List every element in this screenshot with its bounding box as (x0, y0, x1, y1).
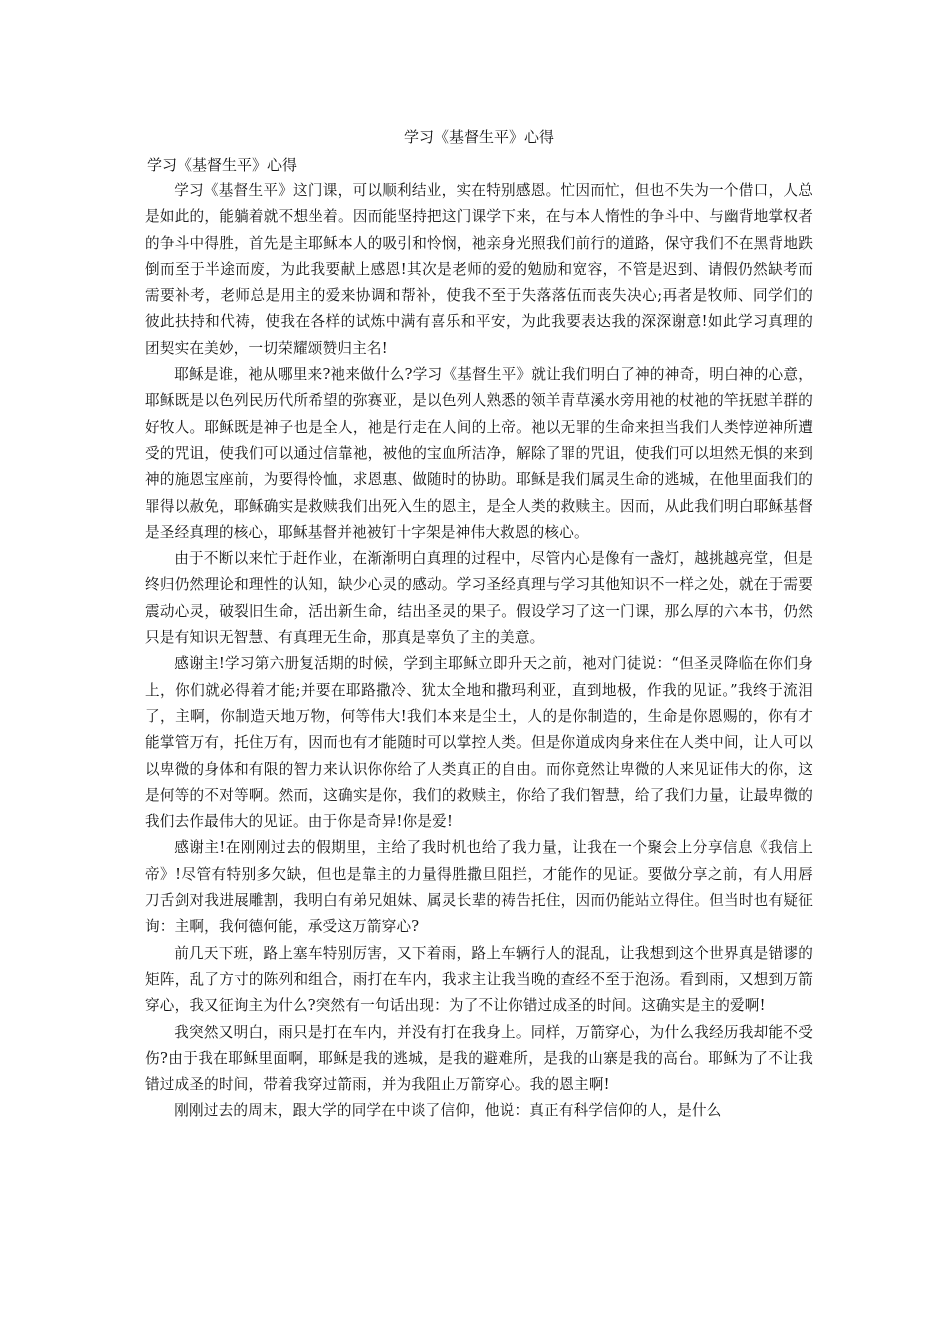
paragraph: 前几天下班，路上塞车特别厉害，又下着雨，路上车辆行人的混乱，让我想到这个世界真是错谬的矩阵，乱了方寸的陈列和组合，雨打在车内，我求主让我当晚的查经不至于泡汤。看到雨，又想到万箭穿心，我又征询主为什么?突然有一句话出现：为了不让你错过成圣的时间。这确实是主的爱啊! (145, 944, 813, 1015)
document-page (145, 124, 813, 1125)
paragraph: 感谢主!学习第六册复活期的时候，学到主耶稣立即升天之前，祂对门徒说：“但圣灵降临在你们身上，你们就必得着才能;并要在耶路撒冷、犹太全地和撒玛利亚，直到地极，作我的见证。”我终于流泪了，主啊，你制造天地万物，何等伟大!我们本来是尘土，人的是你制造的，生命是你恩赐的，你有才能掌管万有，托住万有，因而也有才能随时可以掌控人类。但是你道成肉身来住在人类中间，让人可以以卑微的身体和有限的智力来认识你你给了人类真正的自由。而你竟然让卑微的人来见证伟大的你，这是何等的不对等啊。然而，这确实是你，我们的救赎主，你给了我们智慧，给了我们力量，让最卑微的我们去作最伟大的见证。由于你是奇异!你是爱! (145, 655, 813, 831)
document-subtitle: 学习《基督生平》心得 (147, 156, 298, 174)
document-title: 学习《基督生平》心得 (403, 128, 554, 146)
paragraph: 刚刚过去的周末，跟大学的同学在中谈了信仰，他说：真正有科学信仰的人，是什么 (174, 1102, 722, 1120)
paragraph: 由于不断以来忙于赶作业，在渐渐明白真理的过程中，尽管内心是像有一盏灯，越挑越亮堂，但是终归仍然理论和理性的认知，缺少心灵的感动。学习圣经真理与学习其他知识不一样之处，就在于需要震动心灵，破裂旧生命，活出新生命，结出圣灵的果子。假设学习了这一门课，那么厚的六本书，仍然只是有知识无智慧、有真理无生命，那真是辜负了主的美意。 (145, 550, 813, 647)
paragraph: 我突然又明白，雨只是打在车内，并没有打在我身上。同样，万箭穿心，为什么我经历我却能不受伤?由于我在耶稣里面啊，耶稣是我的逃城，是我的避难所，是我的山寨是我的高台。耶稣为了不让我错过成圣的时间，带着我穿过箭雨，并为我阻止万箭穿心。我的恩主啊! (145, 1023, 813, 1094)
paragraph: 感谢主!在刚刚过去的假期里，主给了我时机也给了我力量，让我在一个聚会上分享信息《我信上帝》!尽管有特别多欠缺，但也是靠主的力量得胜撒旦阻拦，才能作的见证。要做分享之前，有人用唇刀舌剑对我进展雕割，我明白有弟兄姐妹、属灵长辈的祷告托住，因而仍能站立得住。但当时也有疑征询：主啊，我何德何能，承受这万箭穿心? (145, 839, 813, 936)
paragraph: 耶稣是谁，祂从哪里来?祂来做什么?学习《基督生平》就让我们明白了神的神奇，明白神的心意，耶稣既是以色列民历代所希望的弥赛亚，是以色列人熟悉的领羊青草溪水旁用祂的杖祂的竿抚慰羊群的好牧人。耶稣既是神子也是全人，祂是行走在人间的上帝。祂以无罪的生命来担当我们人类悖逆神所遭受的咒诅，使我们可以通过信靠祂，被他的宝血所洁净，解除了罪的咒诅，使我们可以坦然无惧的来到神的施恩宝座前，为要得怜恤，求恩惠、做随时的协助。耶稣是我们属灵生命的逃城，在他里面我们的罪得以赦免，耶稣确实是救赎我们出死入生的恩主，是全人类的救赎主。因而，从此我们明白耶稣基督是圣经真理的核心，耶稣基督并祂被钉十字架是神伟大救恩的核心。 (145, 366, 813, 541)
paragraph: 学习《基督生平》这门课，可以顺利结业，实在特别感恩。忙因而忙，但也不失为一个借口，人总是如此的，能躺着就不想坐着。因而能坚持把这门课学下来，在与本人惰性的争斗中、与幽背地掌权者的争斗中得胜，首先是主耶稣本人的吸引和怜悯，祂亲身光照我们前行的道路，保守我们不在黑背地跌倒而至于半途而废，为此我要献上感恩!其次是老师的爱的勉励和宽容，不管是迟到、请假仍然缺考而需要补考，老师总是用主的爱来协调和帮补，使我不至于失落落伍而丧失决心;再者是牧师、同学们的彼此扶持和代祷，使我在各样的试炼中满有喜乐和平安，为此我要表达我的深深谢意!如此学习真理的团契实在美妙，一切荣耀颂赞归主名! (145, 182, 813, 357)
